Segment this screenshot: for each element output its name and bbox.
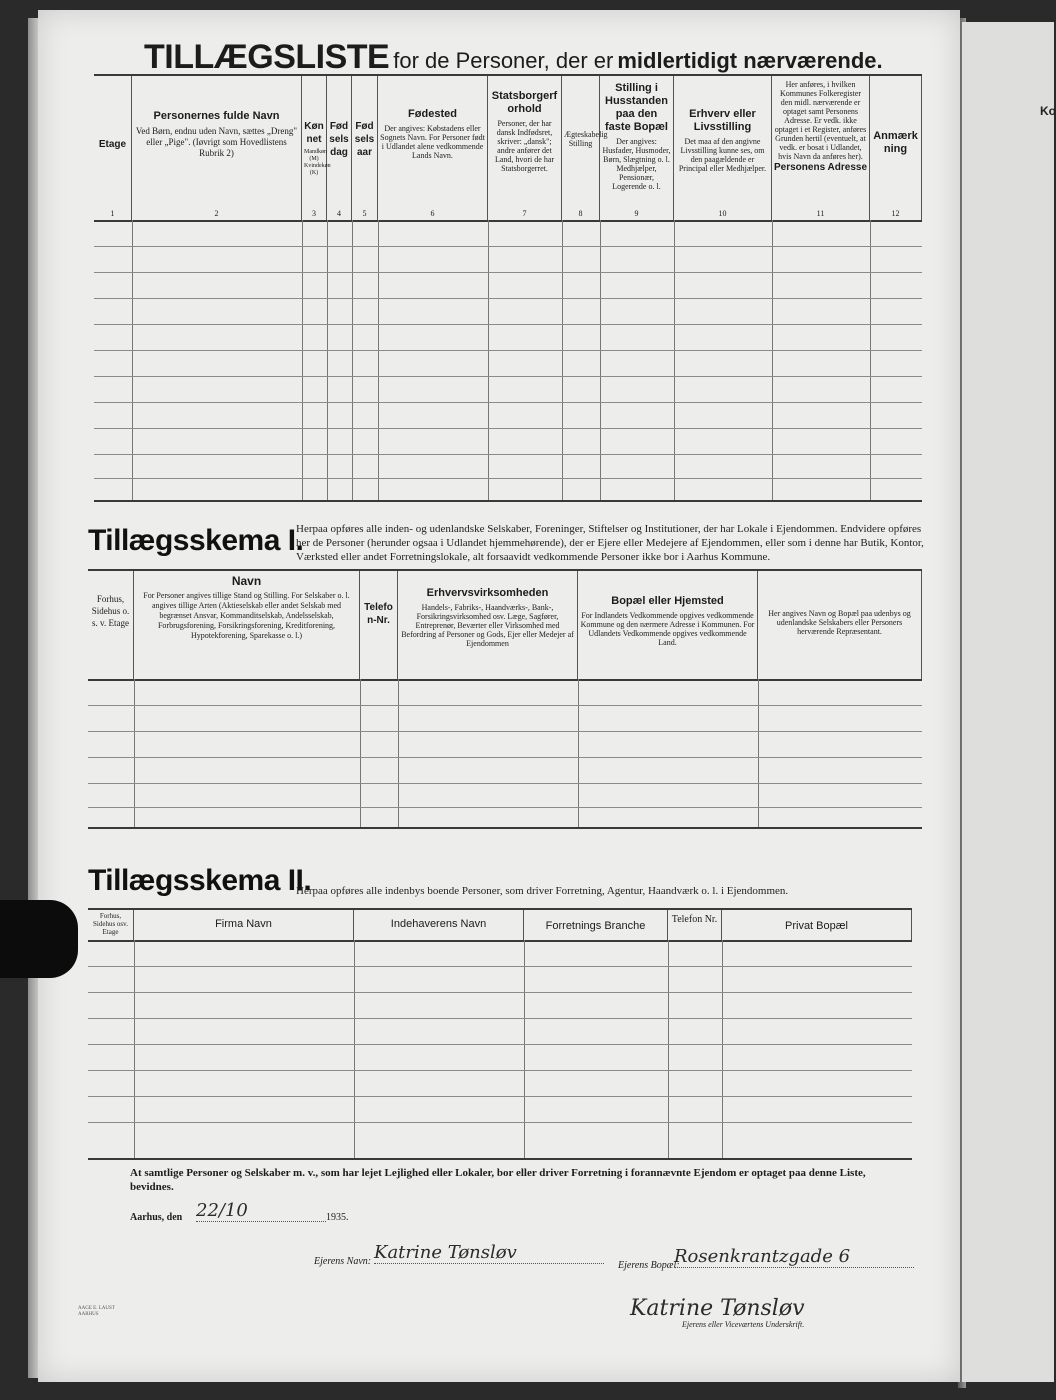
title-end: midlertidigt nærværende. [617, 48, 883, 73]
s1-col-rule [134, 679, 135, 827]
s1-col-rule [758, 679, 759, 827]
attestation-statement: At samtlige Personer og Selskaber m. v., som har lejet Lejlighed eller Lokaler, bor eller driver Forretning i forannævnte Ejendom er optaget paa denne Liste, bevidnes. [130, 1167, 866, 1193]
main-table [94, 74, 922, 502]
binder-clip [0, 900, 78, 978]
skema1-description: Herpaa opføres alle inden- og udenlandske Selskaber, Foreninger, Stiftelser og Institutioner, der har Lokale i Ejendommen. Endvidere opføres her de Personer (herunder ogsaa i Udlandet hjemmehørende), der er Ejere eller Medejere af Ejendommen, eller som i denne har Butik, Kontor, Værksted eller andet Forretningslokale, alt forsaavidt vedkommende Personer ikke bor i Aarhus Kommune. [296, 523, 924, 563]
table-row [88, 1018, 912, 1019]
owner-name-label: Ejerens Navn: [314, 1256, 372, 1267]
table-row [94, 298, 922, 299]
date-handwritten: 22/10 [196, 1200, 326, 1222]
main-col-rule [674, 220, 675, 500]
table-row [94, 272, 922, 273]
table-row [94, 454, 922, 455]
s2-header-rule [88, 940, 912, 942]
title-bold: TILLÆGSLISTE [144, 38, 390, 76]
table-row [88, 757, 922, 758]
table-row [94, 428, 922, 429]
table-row [88, 731, 922, 732]
main-col-rule [327, 220, 328, 500]
main-col-rule [562, 220, 563, 500]
s2-col-rule [524, 940, 525, 1158]
skema2-table [88, 908, 912, 1160]
table-row [88, 992, 912, 993]
adjacent-page [962, 22, 1054, 1382]
table-row [94, 350, 922, 351]
s2-col-branch: Forretnings Branche [524, 910, 668, 940]
table-row [94, 324, 922, 325]
owner-address-handwritten: Rosenkrantzgade 6 [674, 1246, 914, 1268]
col-birthday: Fødselsdag 4 [327, 76, 352, 220]
printer-mark: AAGE E. LAUST AARHUS [78, 1306, 115, 1317]
col-name: Personernes fulde Navn Ved Børn, endnu uden Navn, sættes „Dreng" eller „Pige". (Iøvrigt som Hovedlistens Rubrik 2) 2 [132, 76, 302, 220]
skema2-description: Herpaa opføres alle indenbys boende Personer, som driver Forretning, Agentur, Haandværk o. l. i Ejendommen. [296, 885, 789, 897]
s1-col-business: Erhvervsvirksomheden Handels-, Fabriks-, Haandværks-, Bank-, Forsikringsvirksomhed osv. Læge, Sagfører, Entreprenør, Beværter eller Virksomhed med Befordring af Personer og Gods, Ejer eller Medejer af Ejendommen [398, 571, 578, 679]
table-row [94, 246, 922, 247]
col-birthyear: Fødselsaar 5 [352, 76, 378, 220]
main-col-rule [488, 220, 489, 500]
col-etage: Etage 1 [94, 76, 132, 220]
owner-name-handwritten: Katrine Tønsløv [374, 1242, 604, 1264]
col-marital: Ægteskabelig Stilling 8 [562, 76, 600, 220]
main-header-rule [94, 220, 922, 222]
s2-col-rule [722, 940, 723, 1158]
main-col-rule [772, 220, 773, 500]
skema2-title: Tillægsskema II. [88, 864, 312, 897]
skema1-title: Tillægsskema I. [88, 524, 304, 557]
s1-col-residence: Bopæl eller Hjemsted For Indlandets Vedkommende opgives vedkommende Kommune og den nærmere Adresse i Kommunen. For Udlandets Vedkommende opgives vedkommende Land. [578, 571, 758, 679]
table-row [88, 1122, 912, 1123]
skema1-table [88, 569, 922, 829]
table-row [88, 966, 912, 967]
adjacent-page-text: Ko [1040, 104, 1056, 118]
table-row [88, 1096, 912, 1097]
s1-header-rule [88, 679, 922, 681]
signature-caption: Ejerens eller Viceværtens Underskrift. [682, 1320, 805, 1329]
col-occupation: Erhverv eller Livsstilling Det maa af den angivne Livsstilling kunne ses, om den paagældende er Principal eller Medhjælper. 10 [674, 76, 772, 220]
form-page [38, 10, 960, 1382]
s1-col-name: Navn For Personer angives tillige Stand og Stilling. For Selskaber o. l. angives tillige Arten (Aktieselskab eller andet Selskab med begrænset Ansvar, Kommanditselskab, Andelsselskab, Forbrugsforening, Forsikringsforening, Kreditforening, Hypotekforening, Sparekasse o. l.) [134, 571, 360, 679]
place-label: Aarhus, den [130, 1212, 183, 1223]
col-address: Her anføres, i hvilken Kommunes Folkeregister den midl. nærværende er optaget samt Personens Adresse. Er vedk. ikke optaget i et Register, anføres Grunden hertil (eventuelt, at vedk. er bosat i Udlandet, hvis Navn da anføres her). Personens Adresse 11 [772, 76, 870, 220]
col-citizenship: Statsborgerforhold Personer, der har dansk Indfødsret, skriver: „dansk"; andre anfører det Land, hvori de har Statsborgerret. 7 [488, 76, 562, 220]
s2-col-private-address: Privat Bopæl [722, 910, 912, 940]
s1-col-rule [578, 679, 579, 827]
table-row [94, 376, 922, 377]
s2-col-phone: Telefon Nr. [668, 910, 722, 940]
main-col-rule [132, 220, 133, 500]
main-col-rule [870, 220, 871, 500]
table-row [88, 705, 922, 706]
s1-col-etage: Forhus, Sidehus o. s. v. Etage [88, 571, 134, 679]
main-title [144, 38, 883, 77]
s1-col-rule [398, 679, 399, 827]
title-mid: for de Personer, der er [393, 48, 614, 73]
main-col-rule [600, 220, 601, 500]
main-col-rule [378, 220, 379, 500]
s2-col-rule [134, 940, 135, 1158]
col-birthplace: Fødested Der angives: Købstadens eller Sognets Navn. For Personer født i Udlandet alene vedkommende Lands Navn. 6 [378, 76, 488, 220]
owner-signature: Katrine Tønsløv [630, 1296, 805, 1321]
s2-col-rule [354, 940, 355, 1158]
year-label: 1935. [326, 1212, 349, 1223]
table-row [88, 1070, 912, 1071]
main-col-rule [352, 220, 353, 500]
col-gender: Kønnet Mandkøn (M) Kvindekøn (K) 3 [302, 76, 327, 220]
s1-col-rule [360, 679, 361, 827]
table-row [94, 402, 922, 403]
main-col-rule [302, 220, 303, 500]
table-row [94, 478, 922, 479]
table-row [88, 807, 922, 808]
owner-address-label: Ejerens Bopæl: [618, 1260, 680, 1271]
s2-col-rule [668, 940, 669, 1158]
s2-col-owner: Indehaverens Navn [354, 910, 524, 940]
s1-col-representative: Her angives Navn og Bopæl paa udenbys og udenlandske Selskabers eller Personers herværende Repræsentant. [758, 571, 922, 679]
s2-col-firm: Firma Navn [134, 910, 354, 940]
col-household: Stilling i Husstanden paa den faste Bopæl Der angives: Husfader, Husmoder, Børn, Slægtning o. l. Medhjælper, Pensionær, Logerende o. l. 9 [600, 76, 674, 220]
table-row [88, 783, 922, 784]
col-remarks: Anmærkning 12 [870, 76, 922, 220]
table-row [88, 1044, 912, 1045]
s1-col-phone: Telefon-Nr. [360, 571, 398, 679]
s2-col-etage: Forhus, Sidehus osv. Etage [88, 910, 134, 940]
